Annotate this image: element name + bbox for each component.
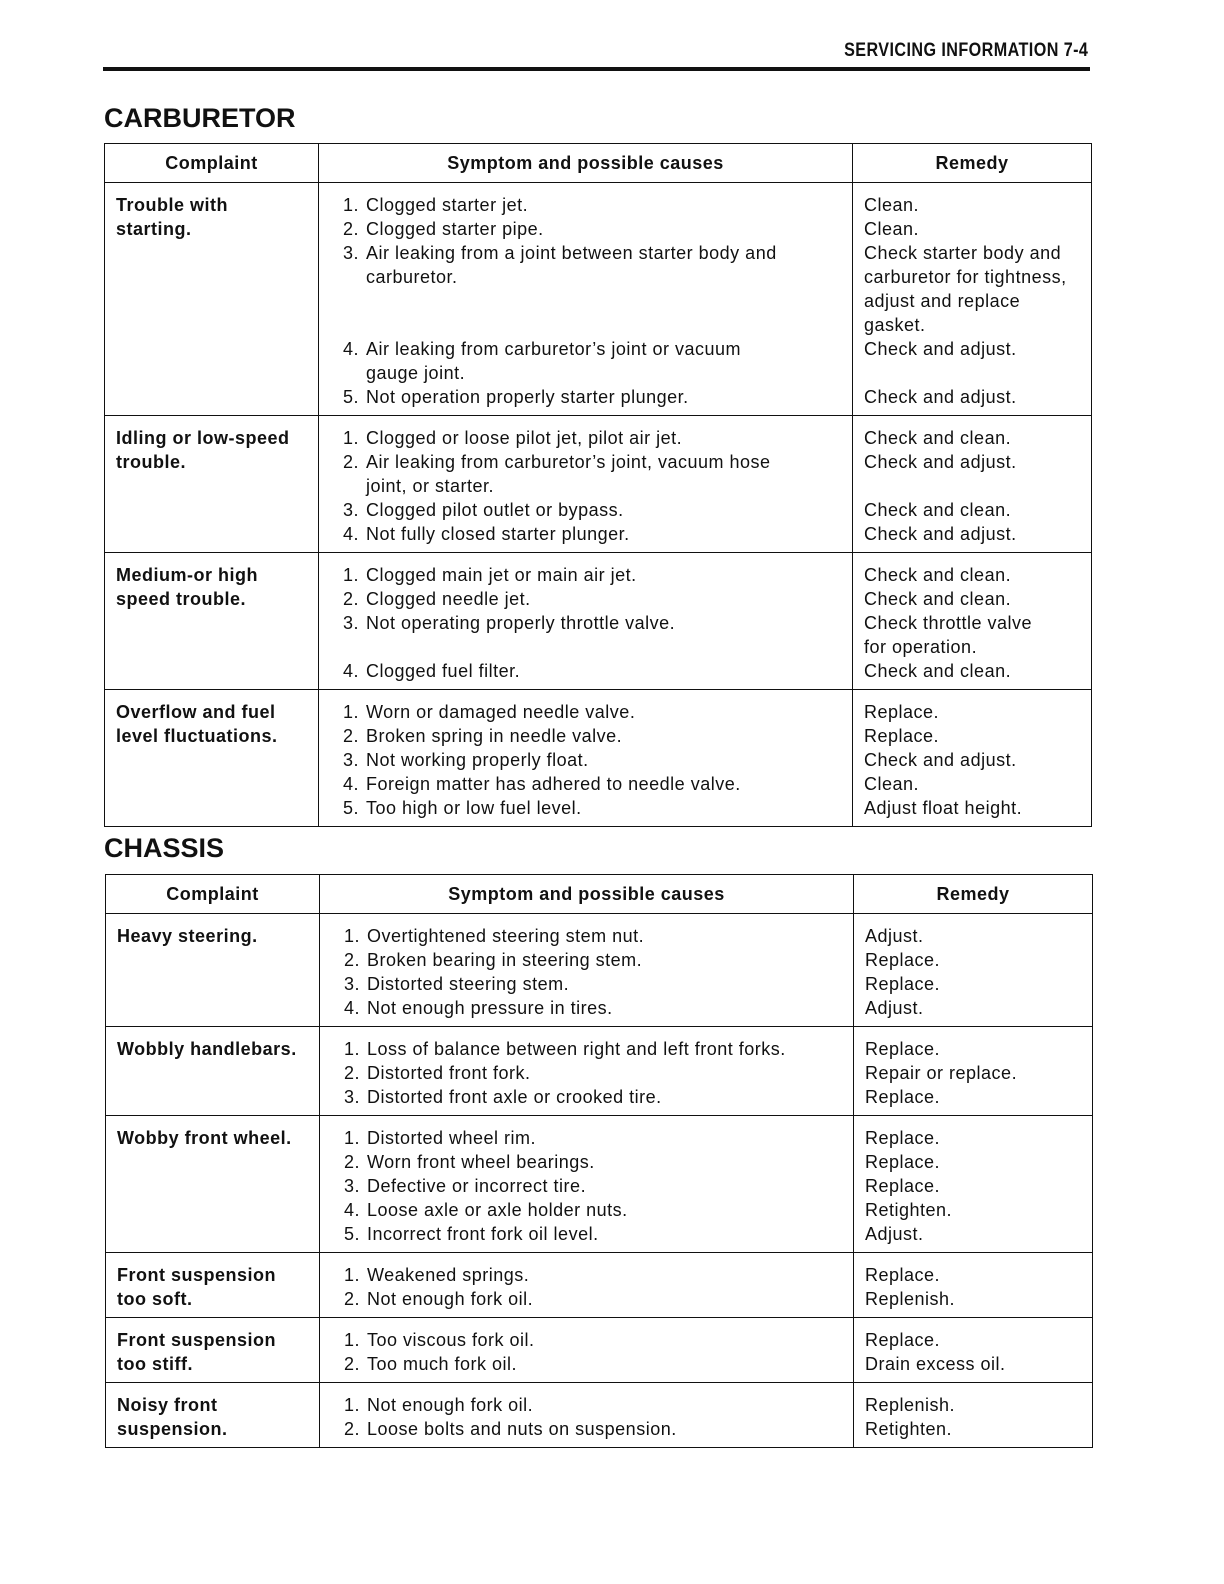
cause-line <box>343 337 846 361</box>
cause-text: Clogged or loose pilot jet, pilot air jet. <box>366 428 683 448</box>
cause-line <box>344 1061 847 1085</box>
remedy-text: carburetor for tightness, <box>864 267 1067 287</box>
remedy-text: Check and adjust. <box>864 452 1017 472</box>
cause-line <box>343 426 846 450</box>
cause-number: 1. <box>344 1128 361 1148</box>
complaint-text: Idling or low-speed <box>116 428 290 448</box>
complaint-cell <box>106 1027 320 1116</box>
remedy-text: Replace. <box>865 1265 941 1285</box>
cause-text: Clogged starter pipe. <box>366 219 544 239</box>
cause-text: Clogged fuel filter. <box>366 661 521 681</box>
cause-number: 2. <box>344 1289 361 1309</box>
remedy-text: Check throttle valve <box>864 613 1033 633</box>
cause-line <box>344 948 847 972</box>
cause-number: 2. <box>343 589 360 609</box>
cause-line <box>344 996 847 1020</box>
cause-text: Broken spring in needle valve. <box>366 726 623 746</box>
cause-line <box>344 1198 847 1222</box>
cause-number: 3. <box>343 243 360 263</box>
complaint-text: level fluctuations. <box>116 726 278 746</box>
remedy-text: Replace. <box>865 1039 941 1059</box>
cause-line <box>344 1417 847 1441</box>
remedy-cell <box>853 553 1092 690</box>
cause-line <box>344 1150 847 1174</box>
cause-number: 2. <box>344 1419 361 1439</box>
table-row <box>106 1253 1093 1318</box>
remedy-text: Clean. <box>864 195 920 215</box>
cause-text: Clogged pilot outlet or bypass. <box>366 500 624 520</box>
complaint-text: trouble. <box>116 452 186 472</box>
cause-text: Overtightened steering stem nut. <box>367 926 645 946</box>
complaint-text: Front suspension <box>117 1265 277 1285</box>
cause-number: 2. <box>344 1063 361 1083</box>
cause-line <box>343 450 846 474</box>
cause-line <box>343 563 846 587</box>
remedy-text: Repair or replace. <box>865 1063 1018 1083</box>
cause-text: Foreign matter has adhered to needle valve. <box>366 774 741 794</box>
cause-text: Distorted steering stem. <box>367 974 570 994</box>
remedy-text: Check and clean. <box>864 428 1012 448</box>
cause-number: 1. <box>344 926 361 946</box>
cause-number: 2. <box>344 1354 361 1374</box>
cause-number: 3. <box>343 613 360 633</box>
complaint-text: Wobby front wheel. <box>117 1128 292 1148</box>
cause-text: Defective or incorrect tire. <box>367 1176 587 1196</box>
table-row <box>106 1318 1093 1383</box>
complaint-text: Medium-or high <box>116 565 258 585</box>
complaint-text: suspension. <box>117 1419 228 1439</box>
complaint-text: too soft. <box>117 1289 193 1309</box>
remedy-text: Drain excess oil. <box>865 1354 1006 1374</box>
cause-line <box>344 1328 847 1352</box>
remedy-text: gasket. <box>864 315 926 335</box>
complaint-text: speed trouble. <box>116 589 247 609</box>
table-row <box>106 1116 1093 1253</box>
remedy-text: Check and adjust. <box>864 339 1017 359</box>
remedy-text: Check and clean. <box>864 500 1012 520</box>
cause-number: 5. <box>343 387 360 407</box>
cause-number: 2. <box>343 452 360 472</box>
cause-text: Too much fork oil. <box>367 1354 518 1374</box>
remedy-cell <box>854 1383 1093 1448</box>
cause-text: Air leaking from carburetor’s joint or vacuum <box>366 339 741 359</box>
cause-text: Weakened springs. <box>367 1265 530 1285</box>
table-row <box>105 690 1092 827</box>
remedy-text: Replace. <box>865 950 941 970</box>
cause-text: Too viscous fork oil. <box>367 1330 535 1350</box>
cause-number: 1. <box>344 1330 361 1350</box>
remedy-cell <box>854 1318 1093 1383</box>
cause-line <box>343 659 846 683</box>
cause-line <box>343 522 846 546</box>
cause-number: 1. <box>344 1395 361 1415</box>
cause-text: Not enough pressure in tires. <box>367 998 613 1018</box>
cause-number: 1. <box>344 1039 361 1059</box>
cause-text <box>343 289 366 313</box>
causes-cell <box>319 416 853 553</box>
cause-text: Worn or damaged needle valve. <box>366 702 636 722</box>
cause-text <box>343 635 366 659</box>
causes-cell <box>320 1253 854 1318</box>
cause-line <box>343 772 846 796</box>
complaint-text: Trouble with starting. <box>116 195 228 239</box>
chassis-table <box>105 874 1093 1448</box>
complaint-text: Front suspension <box>117 1330 277 1350</box>
complaint-cell <box>105 553 319 690</box>
cause-number: 4. <box>344 1200 361 1220</box>
remedy-text: Replace. <box>864 726 940 746</box>
cause-line <box>343 217 846 241</box>
remedy-text: Replace. <box>865 1152 941 1172</box>
cause-line <box>343 193 846 217</box>
complaint-text: too stiff. <box>117 1354 193 1374</box>
chassis-title: CHASSIS <box>104 833 225 863</box>
cause-line <box>343 265 846 289</box>
cause-number: 4. <box>343 339 360 359</box>
cause-text: Broken bearing in steering stem. <box>367 950 643 970</box>
cause-number: 1. <box>344 1265 361 1285</box>
cause-number: 2. <box>343 726 360 746</box>
complaint-text: Overflow and fuel <box>116 702 276 722</box>
remedy-text: Replenish. <box>865 1289 956 1309</box>
remedy-cell <box>854 1027 1093 1116</box>
causes-cell <box>320 1116 854 1253</box>
cause-line <box>343 700 846 724</box>
cause-line <box>343 385 846 409</box>
complaint-text: Heavy steering. <box>117 926 258 946</box>
complaint-cell <box>106 1116 320 1253</box>
cause-number: 2. <box>343 219 360 239</box>
remedy-text: Replenish. <box>865 1395 956 1415</box>
col-header-complaint: Complaint <box>106 875 320 914</box>
cause-line <box>343 498 846 522</box>
table-row <box>106 1383 1093 1448</box>
remedy-cell <box>854 1116 1093 1253</box>
cause-text: Loose bolts and nuts on suspension. <box>367 1419 677 1439</box>
causes-cell <box>319 553 853 690</box>
causes-cell <box>320 1318 854 1383</box>
cause-number: 5. <box>343 798 360 818</box>
complaint-cell <box>105 690 319 827</box>
cause-line <box>343 635 846 659</box>
cause-text: Air leaking from a joint between starter body and <box>366 243 777 263</box>
col-header-remedy: Remedy <box>853 144 1092 183</box>
cause-line <box>343 748 846 772</box>
cause-text: Distorted front axle or crooked tire. <box>367 1087 662 1107</box>
cause-number: 1. <box>343 702 360 722</box>
remedy-text: Adjust. <box>865 1224 924 1244</box>
cause-line <box>343 587 846 611</box>
cause-text <box>343 313 366 337</box>
cause-text: carburetor. <box>366 267 458 287</box>
complaint-cell <box>106 1383 320 1448</box>
cause-text: Distorted wheel rim. <box>367 1128 537 1148</box>
cause-number: 3. <box>344 974 361 994</box>
col-header-remedy: Remedy <box>854 875 1093 914</box>
header-rule <box>103 67 1090 71</box>
cause-line <box>344 1393 847 1417</box>
cause-number: 5. <box>344 1224 361 1244</box>
cause-line <box>344 1174 847 1198</box>
causes-cell <box>320 1383 854 1448</box>
cause-line <box>343 724 846 748</box>
cause-text: Not enough fork oil. <box>367 1289 534 1309</box>
remedy-text: Check and clean. <box>864 589 1012 609</box>
complaint-text: Noisy front <box>117 1395 218 1415</box>
cause-text: Air leaking from carburetor’s joint, vacuum hose <box>366 452 771 472</box>
cause-text: joint, or starter. <box>366 476 495 496</box>
table-row <box>105 183 1092 416</box>
cause-line <box>344 1352 847 1376</box>
complaint-cell <box>106 1318 320 1383</box>
remedy-text: Check and adjust. <box>864 750 1017 770</box>
remedy-text: Check and adjust. <box>864 524 1017 544</box>
remedy-text: Replace. <box>865 1087 941 1107</box>
remedy-cell <box>853 416 1092 553</box>
cause-line <box>344 1222 847 1246</box>
cause-number: 1. <box>343 565 360 585</box>
table-row <box>105 553 1092 690</box>
cause-number: 4. <box>343 524 360 544</box>
remedy-text: Replace. <box>865 1176 941 1196</box>
cause-line <box>343 474 846 498</box>
cause-number: 1. <box>343 195 360 215</box>
cause-line <box>343 241 846 265</box>
cause-line <box>344 1085 847 1109</box>
cause-text: Clogged main jet or main air jet. <box>366 565 637 585</box>
cause-text: Not working properly float. <box>366 750 589 770</box>
remedy-text: adjust and replace <box>864 291 1021 311</box>
cause-number: 3. <box>343 500 360 520</box>
remedy-text: Check starter body and <box>864 243 1062 263</box>
cause-text: Loss of balance between right and left front forks. <box>367 1039 786 1059</box>
causes-cell <box>320 914 854 1027</box>
remedy-text: Retighten. <box>865 1200 953 1220</box>
remedy-text: Check and clean. <box>864 661 1012 681</box>
cause-line <box>343 313 846 337</box>
cause-text: Not operating properly throttle valve. <box>366 613 676 633</box>
cause-number: 3. <box>343 750 360 770</box>
remedy-text: Adjust. <box>865 926 924 946</box>
complaint-cell <box>105 416 319 553</box>
remedy-text: Adjust float height. <box>864 798 1023 818</box>
remedy-text: Replace. <box>864 702 940 722</box>
remedy-text: Replace. <box>865 1128 941 1148</box>
remedy-cell <box>854 1253 1093 1318</box>
cause-text: Distorted front fork. <box>367 1063 531 1083</box>
remedy-text: Check and adjust. <box>864 387 1017 407</box>
causes-cell <box>319 690 853 827</box>
cause-number: 4. <box>343 661 360 681</box>
cause-text: Clogged starter jet. <box>366 195 529 215</box>
cause-number: 3. <box>344 1176 361 1196</box>
complaint-cell <box>105 183 319 416</box>
cause-number: 1. <box>343 428 360 448</box>
remedy-text: Replace. <box>865 1330 941 1350</box>
col-header-complaint: Complaint <box>105 144 319 183</box>
cause-text: Too high or low fuel level. <box>366 798 582 818</box>
cause-text: Clogged needle jet. <box>366 589 531 609</box>
cause-number: 4. <box>343 774 360 794</box>
cause-line <box>344 924 847 948</box>
cause-text: Not enough fork oil. <box>367 1395 534 1415</box>
cause-line <box>343 289 846 313</box>
cause-text: Not fully closed starter plunger. <box>366 524 630 544</box>
cause-number: 2. <box>344 950 361 970</box>
remedy-text: Adjust. <box>865 998 924 1018</box>
col-header-symptom: Symptom and possible causes <box>320 875 854 914</box>
remedy-text: Clean. <box>864 219 920 239</box>
table-row <box>105 416 1092 553</box>
cause-line <box>343 796 846 820</box>
cause-line <box>344 972 847 996</box>
cause-number: 4. <box>344 998 361 1018</box>
table-row <box>106 1027 1093 1116</box>
remedy-text: Clean. <box>864 774 920 794</box>
complaint-cell <box>106 914 320 1027</box>
carburetor-title: CARBURETOR <box>104 103 296 133</box>
cause-line <box>343 361 846 385</box>
remedy-cell <box>854 914 1093 1027</box>
page-header: SERVICING INFORMATION 7-4 <box>843 40 1088 61</box>
remedy-cell <box>853 690 1092 827</box>
cause-number: 2. <box>344 1152 361 1172</box>
cause-line <box>344 1126 847 1150</box>
remedy-text <box>864 474 1087 498</box>
cause-line <box>344 1037 847 1061</box>
cause-line <box>344 1287 847 1311</box>
cause-number: 3. <box>344 1087 361 1107</box>
remedy-text: Replace. <box>865 974 941 994</box>
cause-text: gauge joint. <box>366 363 466 383</box>
causes-cell <box>319 183 853 416</box>
remedy-text: for operation. <box>864 637 978 657</box>
remedy-text: Check and clean. <box>864 565 1012 585</box>
complaint-cell <box>106 1253 320 1318</box>
cause-text: Not operation properly starter plunger. <box>366 387 689 407</box>
complaint-text: Wobbly handlebars. <box>117 1039 297 1059</box>
cause-text: Loose axle or axle holder nuts. <box>367 1200 628 1220</box>
remedy-text <box>864 361 1087 385</box>
remedy-text: Retighten. <box>865 1419 953 1439</box>
cause-text: Incorrect front fork oil level. <box>367 1224 599 1244</box>
table-row <box>106 914 1093 1027</box>
carburetor-table <box>104 143 1092 827</box>
cause-text: Worn front wheel bearings. <box>367 1152 595 1172</box>
cause-line <box>343 611 846 635</box>
remedy-cell <box>853 183 1092 416</box>
cause-line <box>344 1263 847 1287</box>
causes-cell <box>320 1027 854 1116</box>
col-header-symptom: Symptom and possible causes <box>319 144 853 183</box>
